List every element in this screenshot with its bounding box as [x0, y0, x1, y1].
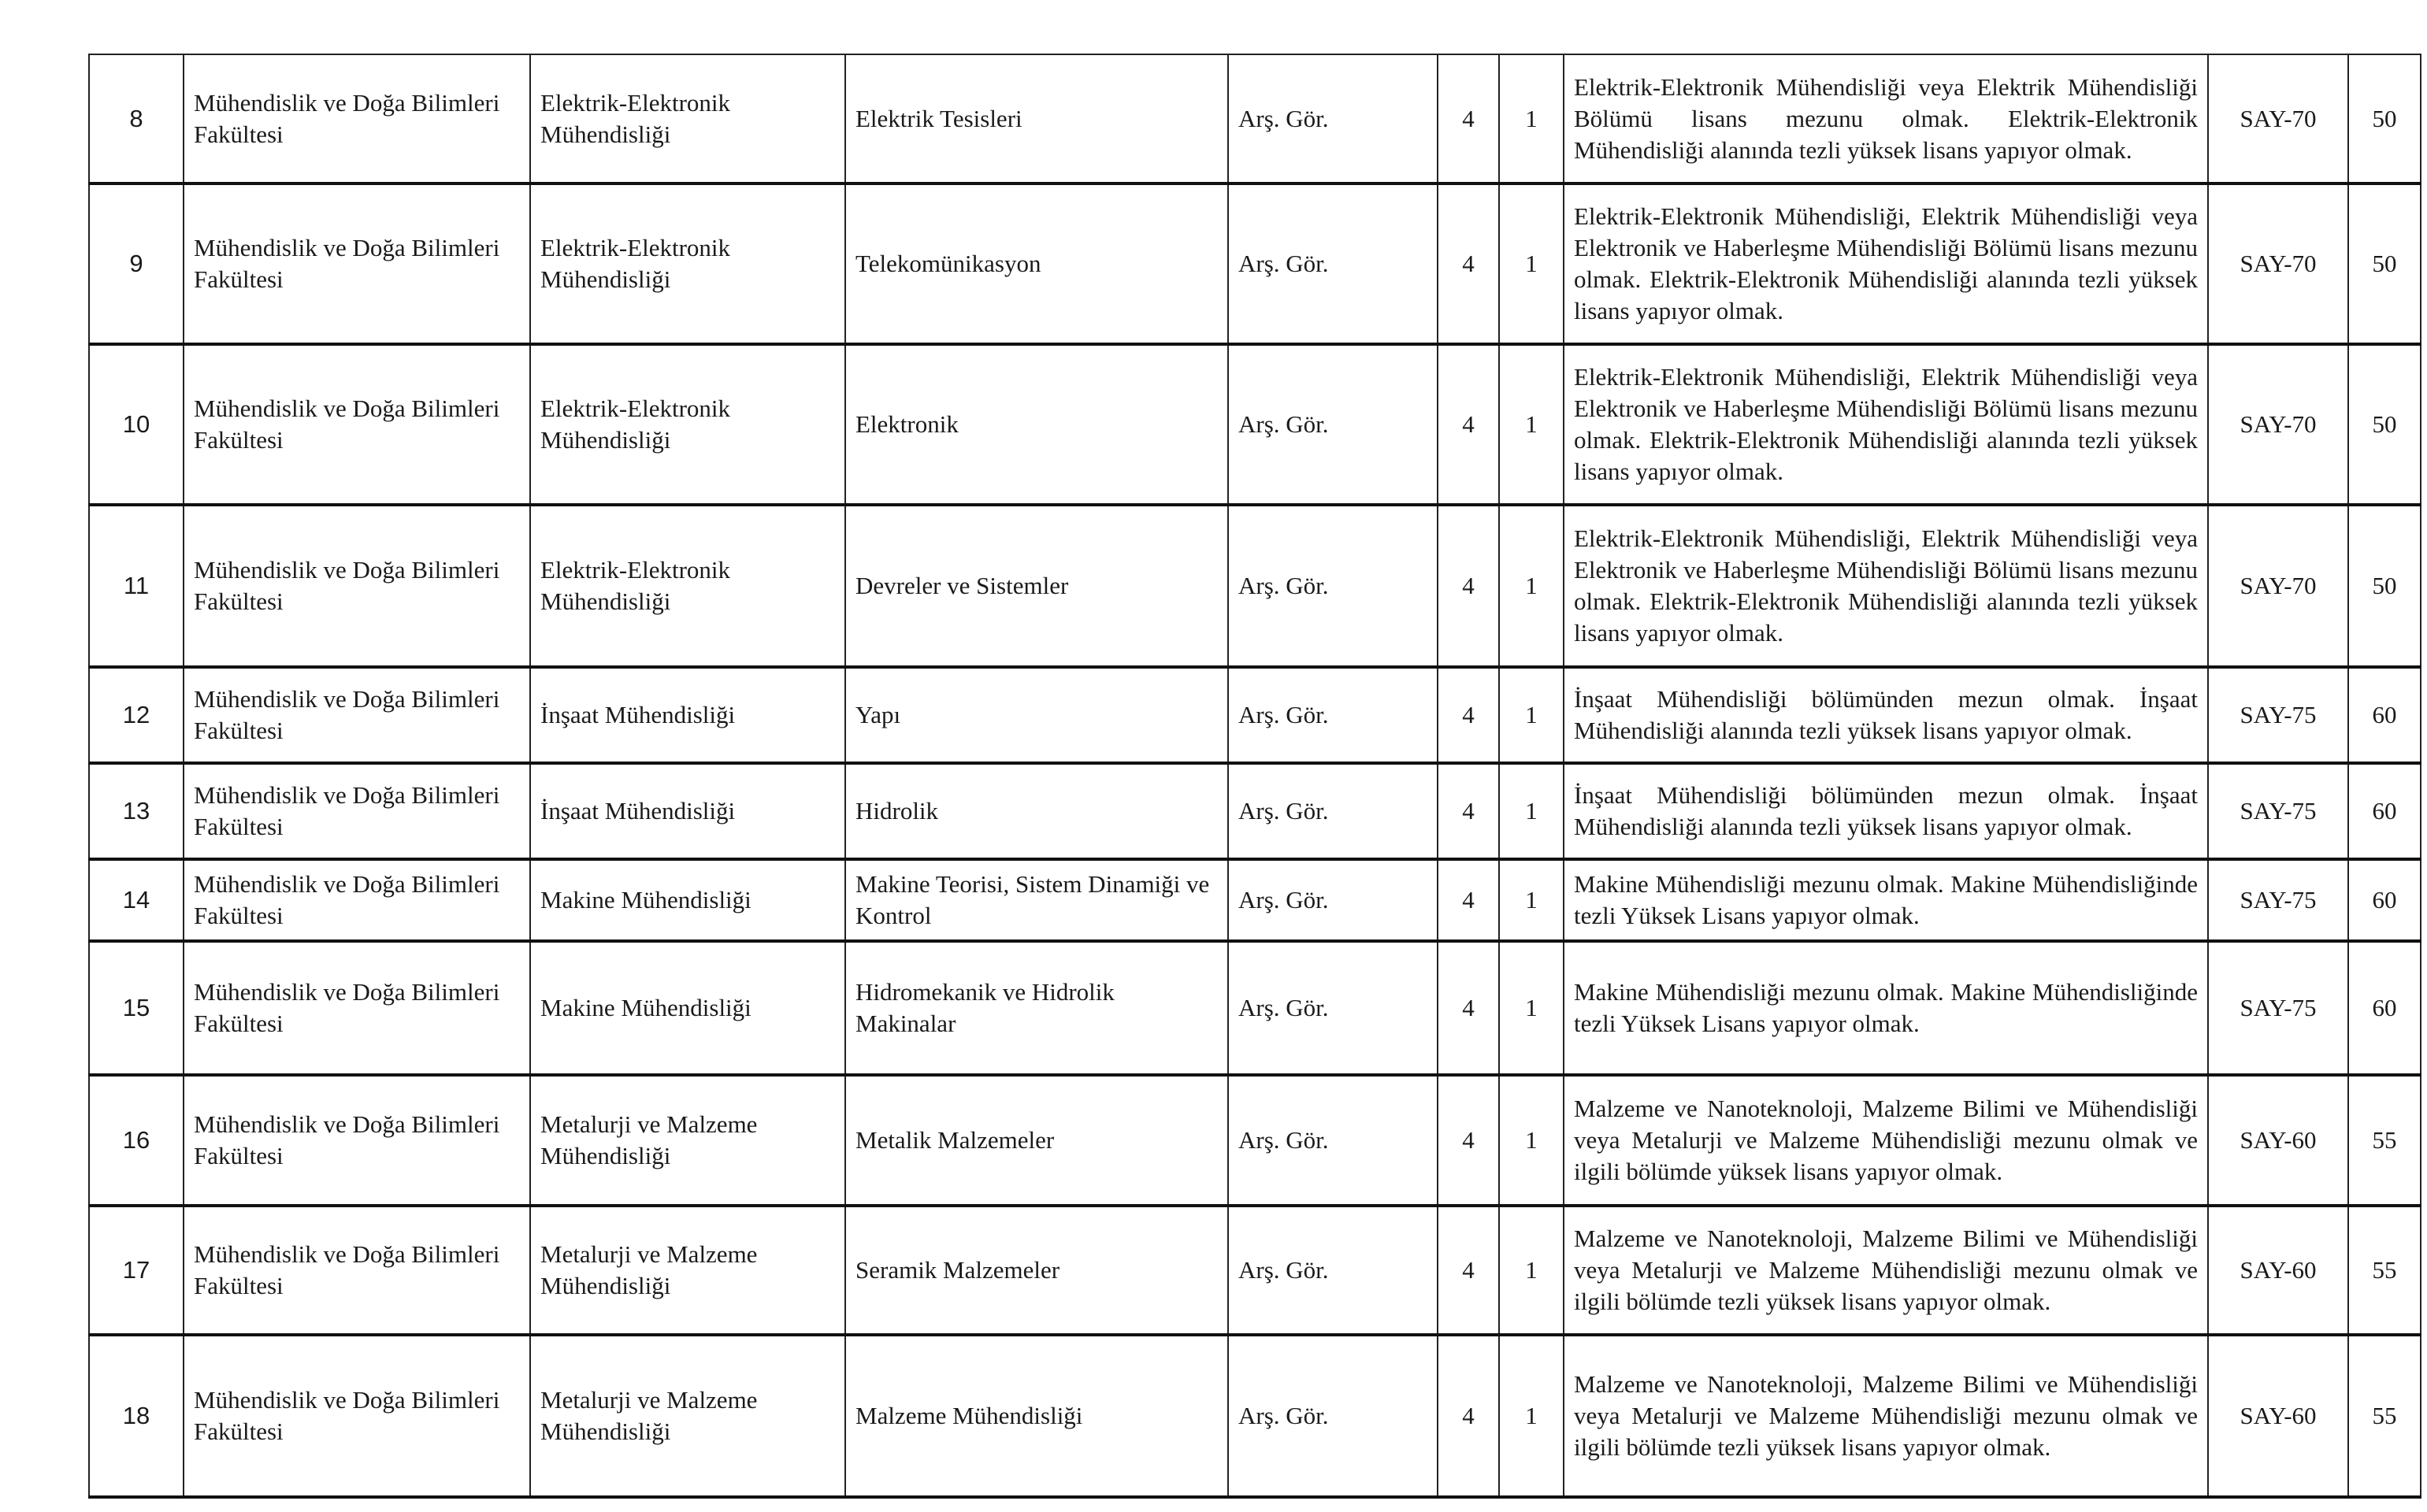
table-row	[89, 667, 2421, 763]
table-row	[89, 859, 2421, 941]
row-number: 8	[89, 54, 184, 183]
table-row	[89, 344, 2421, 505]
position-table	[88, 54, 2421, 1499]
row-number: 16	[89, 1075, 184, 1206]
division-cell: Metalik Malzemeler	[845, 1075, 1228, 1206]
foreign-language-score-cell: 60	[2348, 667, 2421, 763]
degree-cell: 4	[1438, 54, 1499, 183]
table-row	[89, 763, 2421, 859]
ales-score-cell: SAY-60	[2208, 1335, 2348, 1497]
requirements-cell: İnşaat Mühendisliği bölümünden mezun olmak. İnşaat Mühendisliği alanında tezli yüksek lisans yapıyor olmak.	[1564, 763, 2208, 859]
faculty-cell: Mühendislik ve Doğa Bilimleri Fakültesi	[184, 1206, 530, 1335]
row-number: 10	[89, 344, 184, 505]
ales-score-cell: SAY-75	[2208, 941, 2348, 1075]
title-cell: Arş. Gör.	[1228, 859, 1438, 941]
faculty-cell: Mühendislik ve Doğa Bilimleri Fakültesi	[184, 344, 530, 505]
degree-cell: 4	[1438, 1335, 1499, 1497]
count-cell: 1	[1499, 1075, 1564, 1206]
degree-cell: 4	[1438, 344, 1499, 505]
table-row	[89, 183, 2421, 344]
title-cell: Arş. Gör.	[1228, 763, 1438, 859]
degree-cell: 4	[1438, 183, 1499, 344]
table-row	[89, 505, 2421, 667]
division-cell: Devreler ve Sistemler	[845, 505, 1228, 667]
ales-score-cell: SAY-70	[2208, 505, 2348, 667]
row-number: 14	[89, 859, 184, 941]
division-cell: Hidromekanik ve Hidrolik Makinalar	[845, 941, 1228, 1075]
row-number: 13	[89, 763, 184, 859]
faculty-cell: Mühendislik ve Doğa Bilimleri Fakültesi	[184, 1335, 530, 1497]
requirements-cell: Elektrik-Elektronik Mühendisliği veya Elektrik Mühendisliği Bölümü lisans mezunu olmak. Elektrik-Elektronik Mühendisliği alanında tezli yüksek lisans yapıyor olmak.	[1564, 54, 2208, 183]
degree-cell: 4	[1438, 763, 1499, 859]
title-cell: Arş. Gör.	[1228, 505, 1438, 667]
requirements-cell: Makine Mühendisliği mezunu olmak. Makine Mühendisliğinde tezli Yüksek Lisans yapıyor olmak.	[1564, 941, 2208, 1075]
table-row	[89, 54, 2421, 183]
ales-score-cell: SAY-60	[2208, 1075, 2348, 1206]
division-cell: Telekomünikasyon	[845, 183, 1228, 344]
department-cell: İnşaat Mühendisliği	[530, 763, 845, 859]
foreign-language-score-cell: 50	[2348, 54, 2421, 183]
ales-score-cell: SAY-75	[2208, 763, 2348, 859]
count-cell: 1	[1499, 941, 1564, 1075]
department-cell: Metalurji ve Malzeme Mühendisliği	[530, 1075, 845, 1206]
table-row	[89, 1335, 2421, 1497]
ales-score-cell: SAY-70	[2208, 344, 2348, 505]
table-row	[89, 1206, 2421, 1335]
title-cell: Arş. Gör.	[1228, 941, 1438, 1075]
table-row	[89, 1075, 2421, 1206]
degree-cell: 4	[1438, 667, 1499, 763]
count-cell: 1	[1499, 667, 1564, 763]
title-cell: Arş. Gör.	[1228, 54, 1438, 183]
title-cell: Arş. Gör.	[1228, 344, 1438, 505]
title-cell: Arş. Gör.	[1228, 667, 1438, 763]
foreign-language-score-cell: 60	[2348, 859, 2421, 941]
foreign-language-score-cell: 55	[2348, 1335, 2421, 1497]
degree-cell: 4	[1438, 1206, 1499, 1335]
foreign-language-score-cell: 55	[2348, 1075, 2421, 1206]
title-cell: Arş. Gör.	[1228, 1206, 1438, 1335]
department-cell: Elektrik-Elektronik Mühendisliği	[530, 54, 845, 183]
requirements-cell: Elektrik-Elektronik Mühendisliği, Elektrik Mühendisliği veya Elektronik ve Haberleşme Mühendisliği Bölümü lisans mezunu olmak. Elektrik-Elektronik Mühendisliği alanında tezli yüksek lisans yapıyor olmak.	[1564, 505, 2208, 667]
faculty-cell: Mühendislik ve Doğa Bilimleri Fakültesi	[184, 54, 530, 183]
degree-cell: 4	[1438, 505, 1499, 667]
department-cell: Elektrik-Elektronik Mühendisliği	[530, 505, 845, 667]
faculty-cell: Mühendislik ve Doğa Bilimleri Fakültesi	[184, 763, 530, 859]
row-number: 18	[89, 1335, 184, 1497]
requirements-cell: Malzeme ve Nanoteknoloji, Malzeme Bilimi ve Mühendisliği veya Metalurji ve Malzeme Mühendisliği mezunu olmak ve ilgili bölümde tezli yüksek lisans yapıyor olmak.	[1564, 1335, 2208, 1497]
row-number: 9	[89, 183, 184, 344]
faculty-cell: Mühendislik ve Doğa Bilimleri Fakültesi	[184, 505, 530, 667]
count-cell: 1	[1499, 1335, 1564, 1497]
faculty-cell: Mühendislik ve Doğa Bilimleri Fakültesi	[184, 1075, 530, 1206]
faculty-cell: Mühendislik ve Doğa Bilimleri Fakültesi	[184, 183, 530, 344]
ales-score-cell: SAY-70	[2208, 54, 2348, 183]
foreign-language-score-cell: 50	[2348, 344, 2421, 505]
foreign-language-score-cell: 50	[2348, 183, 2421, 344]
faculty-cell: Mühendislik ve Doğa Bilimleri Fakültesi	[184, 859, 530, 941]
department-cell: İnşaat Mühendisliği	[530, 667, 845, 763]
department-cell: Metalurji ve Malzeme Mühendisliği	[530, 1335, 845, 1497]
requirements-cell: Makine Mühendisliği mezunu olmak. Makine Mühendisliğinde tezli Yüksek Lisans yapıyor olmak.	[1564, 859, 2208, 941]
foreign-language-score-cell: 60	[2348, 941, 2421, 1075]
foreign-language-score-cell: 50	[2348, 505, 2421, 667]
department-cell: Metalurji ve Malzeme Mühendisliği	[530, 1206, 845, 1335]
count-cell: 1	[1499, 183, 1564, 344]
requirements-cell: Malzeme ve Nanoteknoloji, Malzeme Bilimi ve Mühendisliği veya Metalurji ve Malzeme Mühendisliği mezunu olmak ve ilgili bölümde yüksek lisans yapıyor olmak.	[1564, 1075, 2208, 1206]
ales-score-cell: SAY-75	[2208, 667, 2348, 763]
division-cell: Hidrolik	[845, 763, 1228, 859]
row-number: 17	[89, 1206, 184, 1335]
degree-cell: 4	[1438, 941, 1499, 1075]
degree-cell: 4	[1438, 1075, 1499, 1206]
count-cell: 1	[1499, 859, 1564, 941]
title-cell: Arş. Gör.	[1228, 1075, 1438, 1206]
department-cell: Makine Mühendisliği	[530, 941, 845, 1075]
table-row	[89, 941, 2421, 1075]
division-cell: Seramik Malzemeler	[845, 1206, 1228, 1335]
department-cell: Elektrik-Elektronik Mühendisliği	[530, 344, 845, 505]
requirements-cell: İnşaat Mühendisliği bölümünden mezun olmak. İnşaat Mühendisliği alanında tezli yüksek lisans yapıyor olmak.	[1564, 667, 2208, 763]
row-number: 15	[89, 941, 184, 1075]
division-cell: Malzeme Mühendisliği	[845, 1335, 1228, 1497]
requirements-cell: Elektrik-Elektronik Mühendisliği, Elektrik Mühendisliği veya Elektronik ve Haberleşme Mühendisliği Bölümü lisans mezunu olmak. Elektrik-Elektronik Mühendisliği alanında tezli yüksek lisans yapıyor olmak.	[1564, 183, 2208, 344]
count-cell: 1	[1499, 1206, 1564, 1335]
foreign-language-score-cell: 60	[2348, 763, 2421, 859]
count-cell: 1	[1499, 54, 1564, 183]
foreign-language-score-cell: 55	[2348, 1206, 2421, 1335]
ales-score-cell: SAY-60	[2208, 1206, 2348, 1335]
title-cell: Arş. Gör.	[1228, 183, 1438, 344]
division-cell: Elektrik Tesisleri	[845, 54, 1228, 183]
count-cell: 1	[1499, 763, 1564, 859]
requirements-cell: Malzeme ve Nanoteknoloji, Malzeme Bilimi ve Mühendisliği veya Metalurji ve Malzeme Mühendisliği mezunu olmak ve ilgili bölümde tezli yüksek lisans yapıyor olmak.	[1564, 1206, 2208, 1335]
faculty-cell: Mühendislik ve Doğa Bilimleri Fakültesi	[184, 667, 530, 763]
department-cell: Makine Mühendisliği	[530, 859, 845, 941]
degree-cell: 4	[1438, 859, 1499, 941]
division-cell: Yapı	[845, 667, 1228, 763]
division-cell: Elektronik	[845, 344, 1228, 505]
count-cell: 1	[1499, 344, 1564, 505]
count-cell: 1	[1499, 505, 1564, 667]
division-cell: Makine Teorisi, Sistem Dinamiği ve Kontrol	[845, 859, 1228, 941]
ales-score-cell: SAY-75	[2208, 859, 2348, 941]
faculty-cell: Mühendislik ve Doğa Bilimleri Fakültesi	[184, 941, 530, 1075]
row-number: 12	[89, 667, 184, 763]
title-cell: Arş. Gör.	[1228, 1335, 1438, 1497]
row-number: 11	[89, 505, 184, 667]
department-cell: Elektrik-Elektronik Mühendisliği	[530, 183, 845, 344]
requirements-cell: Elektrik-Elektronik Mühendisliği, Elektrik Mühendisliği veya Elektronik ve Haberleşme Mühendisliği Bölümü lisans mezunu olmak. Elektrik-Elektronik Mühendisliği alanında tezli yüksek lisans yapıyor olmak.	[1564, 344, 2208, 505]
ales-score-cell: SAY-70	[2208, 183, 2348, 344]
